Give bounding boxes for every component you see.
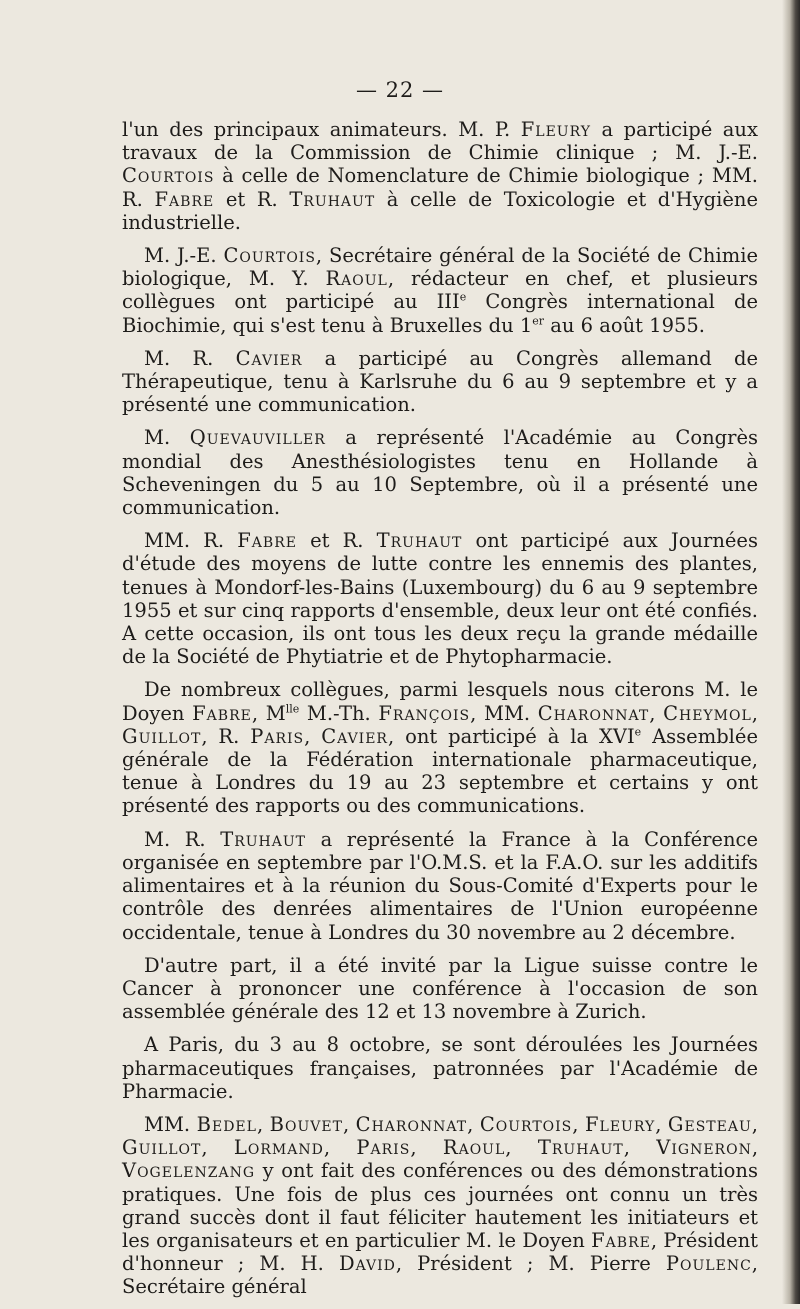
book-binding-shadow bbox=[782, 0, 800, 1304]
superscript: e bbox=[634, 725, 642, 739]
text-run: , bbox=[323, 1136, 357, 1160]
superscript: e bbox=[459, 290, 467, 304]
person-name: Vogelenzang bbox=[122, 1159, 256, 1183]
text-run: , ont participé à la XVI bbox=[387, 724, 635, 748]
paragraph bbox=[122, 954, 758, 1024]
text-run: , R. bbox=[201, 724, 251, 748]
person-name: Poulenc bbox=[665, 1252, 752, 1276]
person-name: Raoul bbox=[325, 267, 388, 291]
text-run: , bbox=[572, 1112, 585, 1136]
person-name: Raoul bbox=[442, 1136, 506, 1160]
person-name: Bouvet bbox=[269, 1112, 343, 1136]
text-run: MM. bbox=[144, 1112, 197, 1136]
person-name: Lormand bbox=[233, 1136, 324, 1160]
paragraph bbox=[122, 1033, 758, 1103]
paragraph bbox=[122, 529, 758, 668]
text-run: , bbox=[505, 1136, 538, 1160]
text-run: Assemblée générale de la Fédération internationale pharmaceutique, tenue à Londres du 19 au 23 septembre et certains y ont présenté des rapports ou des communications. bbox=[122, 724, 758, 818]
person-name: Guillot bbox=[122, 724, 202, 748]
paragraph bbox=[122, 347, 758, 417]
text-run: à celle de Toxicologie et d'Hygiène industrielle. bbox=[122, 187, 758, 234]
text-run: M. bbox=[144, 426, 190, 450]
text-run: a représenté l'Académie au Congrès mondial des Anesthésiologistes tenu en Hollande à Scheveningen du 5 au 10 Septembre, où il a présenté une communication. bbox=[122, 426, 758, 520]
person-name: Truhaut bbox=[220, 827, 306, 851]
person-name: Courtois bbox=[479, 1112, 573, 1136]
text-run: M.-Th. bbox=[299, 701, 379, 725]
text-run: , bbox=[342, 1112, 356, 1136]
superscript: lle bbox=[285, 702, 300, 716]
person-name: Truhaut bbox=[289, 187, 376, 211]
text-run: a participé au Congrès allemand de Thérapeutique, tenu à Karlsruhe du 6 au 9 septembre et y a présenté une communication. bbox=[122, 346, 758, 417]
text-run: a représenté la France à la Conférence organisée en septembre par l'O.M.S. et la F.A.O. sur les additifs alimentaires et à la réunion du Sous-Comité d'Experts pour le contrôle des denrées alimentaires de l'Union européenne occidentale, tenue à Londres du 30 novembre au 2 décembre. bbox=[122, 827, 758, 944]
text-run: A Paris, du 3 au 8 octobre, se sont déroulées les Journées pharmaceutiques françaises, patronnées par l'Académie de Pharmacie. bbox=[122, 1033, 758, 1103]
person-name: Fabre bbox=[591, 1228, 651, 1252]
text-run: MM. R. bbox=[144, 529, 238, 553]
text-run: , rédacteur en chef, et plusieurs collègues ont participé au III bbox=[122, 267, 758, 314]
person-name: Bedel bbox=[196, 1112, 257, 1136]
person-name: Courtois bbox=[223, 244, 316, 268]
person-name: Courtois bbox=[122, 164, 215, 188]
person-name: Charonnat bbox=[537, 701, 650, 725]
text-run: , Président d'honneur ; M. H. bbox=[122, 1228, 758, 1276]
text-run: , bbox=[751, 1112, 758, 1136]
person-name: Fabre bbox=[154, 187, 215, 211]
person-name: Guillot bbox=[122, 1136, 202, 1160]
text-run: , bbox=[304, 724, 322, 748]
person-name: Fabre bbox=[192, 701, 252, 725]
person-name: François bbox=[378, 701, 471, 725]
text-run: , bbox=[256, 1112, 270, 1136]
text-run: , bbox=[410, 1136, 443, 1160]
paragraph bbox=[122, 244, 758, 337]
text-run: M. R. bbox=[144, 827, 221, 851]
person-name: David bbox=[338, 1252, 396, 1276]
text-run: , bbox=[751, 1136, 759, 1160]
text-run: , Secrétaire général de la Société de Chimie biologique, M. Y. bbox=[122, 244, 758, 291]
text-run: , MM. bbox=[470, 701, 538, 725]
text-run: , bbox=[751, 701, 758, 725]
text-run: M. J.-E. bbox=[144, 244, 224, 268]
paragraph bbox=[122, 118, 758, 234]
text-run: , bbox=[623, 1136, 657, 1160]
person-name: Cheymol bbox=[663, 701, 752, 725]
text-run: D'autre part, il a été invité par la Ligue suisse contre le Cancer à prononcer une conférence à l'occasion de son assemblée générale des 12 et 13 novembre à Zurich. bbox=[122, 953, 758, 1024]
text-run: et R. bbox=[214, 187, 290, 211]
text-run: M. R. bbox=[144, 346, 236, 370]
text-run: , bbox=[201, 1136, 234, 1160]
text-run: , M bbox=[251, 701, 286, 725]
person-name: Paris bbox=[250, 724, 305, 748]
text-run: De nombreux collègues, parmi lesquels nous citerons M. le Doyen bbox=[122, 678, 758, 725]
text-run: , bbox=[467, 1112, 480, 1136]
person-name: Truhaut bbox=[376, 529, 463, 553]
person-name: Charonnat bbox=[355, 1112, 468, 1136]
paragraph bbox=[122, 1113, 758, 1299]
paragraph bbox=[122, 426, 758, 519]
person-name: Cavier bbox=[321, 724, 388, 748]
person-name: Fleury bbox=[520, 118, 591, 141]
text-run: à celle de Nomenclature de Chimie biologique ; MM. R. bbox=[122, 164, 758, 211]
paragraph bbox=[122, 678, 758, 817]
text-run: , bbox=[649, 701, 664, 725]
person-name: Fabre bbox=[237, 529, 297, 553]
person-name: Gesteau bbox=[667, 1112, 752, 1136]
text-run: Congrès international de Biochimie, qui s'est tenu à Bruxelles du 1 bbox=[122, 290, 758, 337]
text-run: au 6 août 1955. bbox=[544, 313, 706, 337]
paragraph bbox=[122, 828, 758, 944]
person-name: Truhaut bbox=[537, 1136, 624, 1160]
text-run: , Secrétaire général bbox=[122, 1252, 758, 1299]
person-name: Vigneron bbox=[656, 1136, 752, 1160]
text-run: ont participé aux Journées d'étude des moyens de lutte contre les ennemis des plantes, tenues à Mondorf-les-Bains (Luxembourg) du 6 au 9 septembre 1955 et sur cinq rapports d'ensemble, deux leur ont été confiés. A cette occasion, ils ont tous les deux reçu la grande médaille de la Société de Phytiatrie et de Phytopharmacie. bbox=[122, 529, 758, 669]
text-run: , bbox=[655, 1112, 668, 1136]
text-run: l'un des principaux animateurs. M. P. bbox=[122, 118, 521, 141]
text-run: et R. bbox=[296, 529, 377, 553]
text-run: a participé aux travaux de la Commission de Chimie clinique ; M. J.-E. bbox=[122, 118, 758, 165]
person-name: Paris bbox=[356, 1136, 411, 1160]
person-name: Cavier bbox=[235, 346, 303, 370]
text-run: y ont fait des conférences ou des démonstrations pratiques. Une fois de plus ces journées ont connu un très grand succès dont il faut féliciter hautement les initiateurs et les organisateurs et en particulier M. le Doyen bbox=[122, 1159, 758, 1252]
superscript: er bbox=[532, 314, 545, 328]
person-name: Fleury bbox=[585, 1112, 656, 1136]
text-run: , Président ; M. Pierre bbox=[395, 1252, 666, 1276]
person-name: Quevauviller bbox=[189, 426, 326, 450]
page-number: — 22 — bbox=[355, 78, 445, 102]
body-text bbox=[122, 118, 758, 1309]
